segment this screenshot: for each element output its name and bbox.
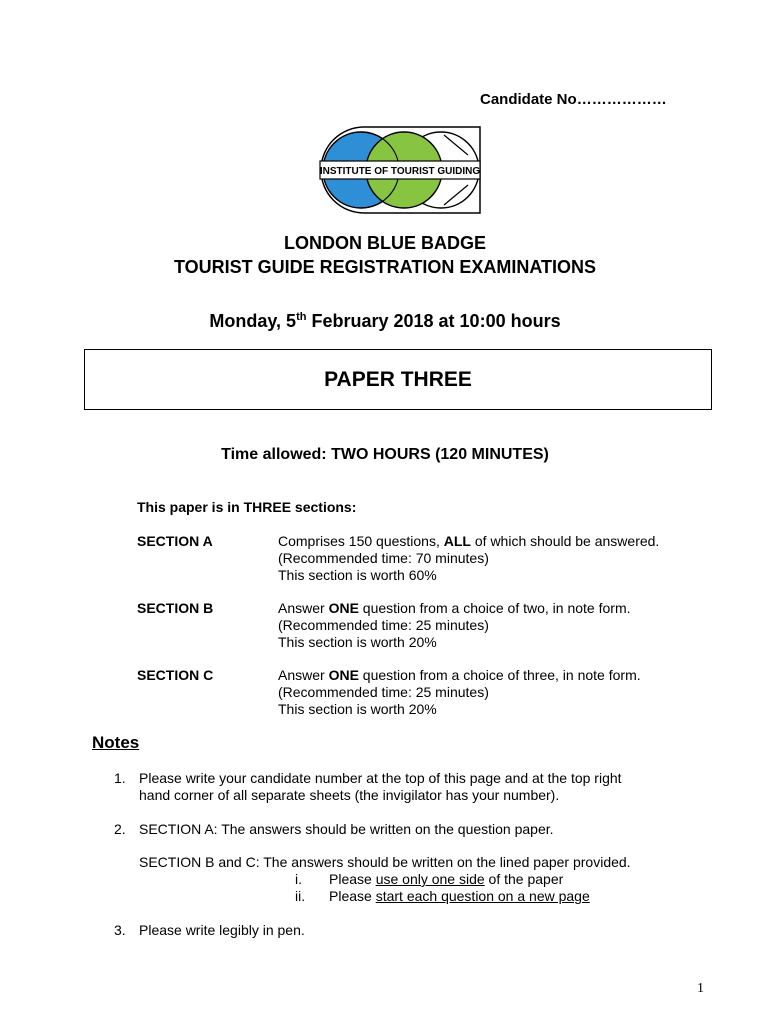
note-2-sub-ii [329,888,590,904]
section-b-label: SECTION B [137,600,214,616]
note-1 [139,770,622,804]
section-a-label: SECTION A [137,533,213,549]
note-2-sub-i [329,871,563,887]
section-a-worth: This section is worth 60% [278,567,437,583]
section-b-time: (Recommended time: 25 minutes) [278,617,489,633]
section-c-description [278,667,641,718]
institute-of-tourist-guiding-logo [316,125,482,215]
page-number: 1 [697,981,704,996]
paper-title-box [84,349,712,410]
exam-date [0,311,770,332]
section-b-text-end: question from a choice of two, in note form. [358,600,631,616]
sub-i-underlined: use only one side [375,871,485,887]
section-b-description [278,600,631,651]
section-c-emphasis: ONE [328,667,359,683]
candidate-number-dots: ……………… [576,91,667,108]
section-c-worth: This section is worth 20% [278,701,437,717]
section-a-time: (Recommended time: 70 minutes) [278,550,489,566]
section-b-worth: This section is worth 20% [278,634,437,650]
section-a-emphasis: ALL [443,533,471,549]
note-3: Please write legibly in pen. [139,922,305,938]
note-2-sub-ii-number: ii. [295,888,306,904]
sub-ii-underlined: start each question on a new page [375,888,590,904]
note-1-number: 1. [114,770,126,786]
section-c-label: SECTION C [137,667,214,683]
candidate-number-label: Candidate No [480,91,577,108]
section-b-emphasis: ONE [328,600,359,616]
section-c-text: Answer [278,667,329,683]
note-2-number: 2. [114,821,126,837]
date-suffix: February 2018 at 10:00 hours [306,311,561,331]
sub-i-text-end: of the paper [484,871,564,887]
note-1-line2: hand corner of all separate sheets (the invigilator has your number). [139,787,560,803]
candidate-number-field [480,91,667,108]
date-prefix: Monday, 5 [209,311,297,331]
notes-heading: Notes [92,733,140,752]
sections-intro: This paper is in THREE sections: [137,499,357,515]
note-2-sub-i-number: i. [295,871,302,887]
logo-text: INSTITUTE OF TOURIST GUIDING [319,166,481,177]
note-3-number: 3. [114,922,126,938]
sub-ii-text: Please [329,888,376,904]
exam-title-line2: TOURIST GUIDE REGISTRATION EXAMINATIONS [173,257,596,277]
date-ordinal: th [296,311,307,323]
section-a-text: Comprises 150 questions, [278,533,444,549]
section-a-text-end: of which should be answered. [470,533,660,549]
note-2-line2: SECTION B and C: The answers should be written on the lined paper provided. [139,854,631,870]
section-c-text-end: question from a choice of three, in note form. [358,667,641,683]
sub-i-text: Please [329,871,376,887]
note-1-line1: Please write your candidate number at the top of this page and at the top right [139,770,622,786]
paper-title: PAPER THREE [324,367,472,391]
note-2-line1: SECTION A: The answers should be written on the question paper. [139,821,554,837]
section-a-description [278,533,659,584]
section-b-text: Answer [278,600,329,616]
section-c-time: (Recommended time: 25 minutes) [278,684,489,700]
exam-title-line1: LONDON BLUE BADGE [284,233,486,253]
time-allowed: Time allowed: TWO HOURS (120 MINUTES) [221,446,549,463]
